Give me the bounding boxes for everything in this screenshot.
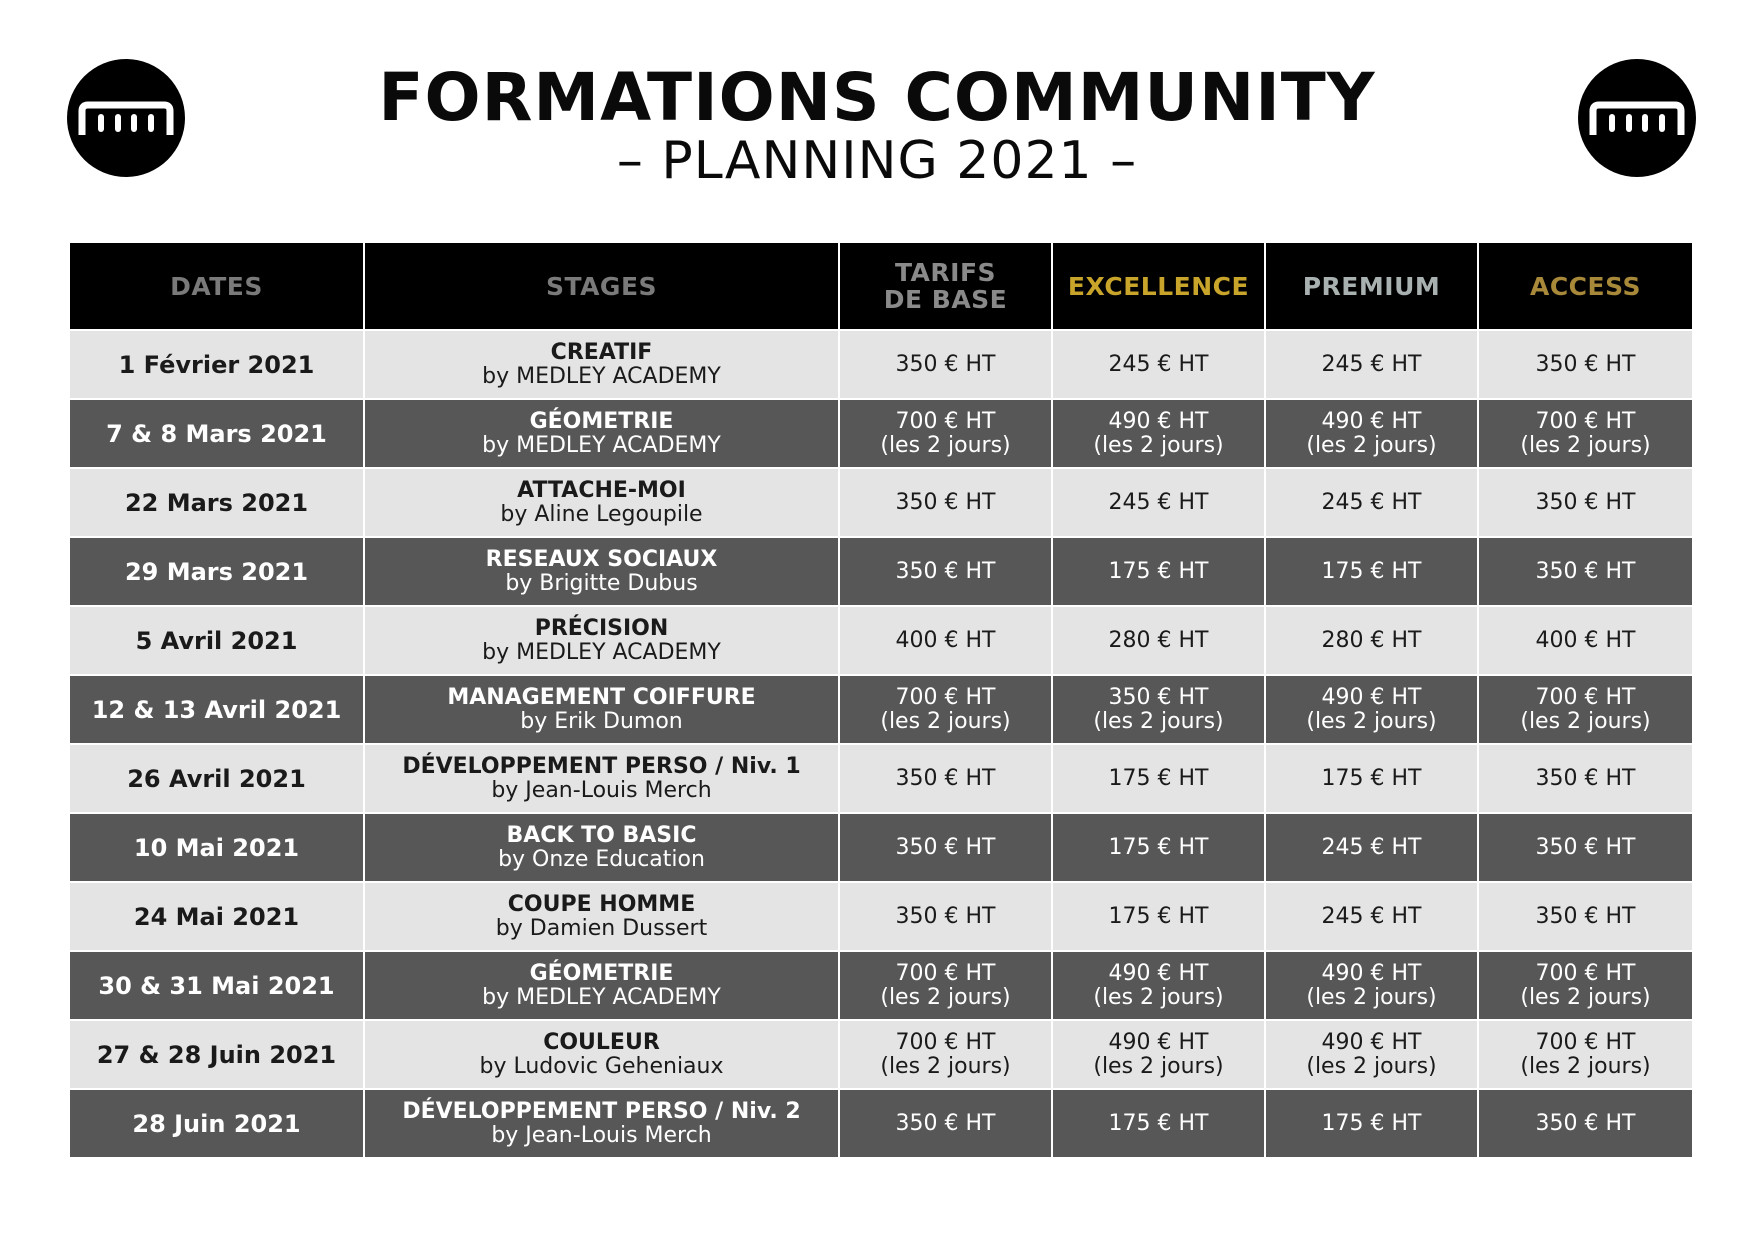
price-text: 700 € HT bbox=[895, 1029, 996, 1055]
stage-trainer: by Onze Education bbox=[498, 846, 705, 872]
stage-cell bbox=[364, 468, 839, 537]
table-row bbox=[69, 882, 1693, 951]
stage-name: COUPE HOMME bbox=[507, 891, 696, 917]
stage-cell bbox=[364, 882, 839, 951]
price-text: (les 2 jours) bbox=[880, 1053, 1011, 1079]
column-header-label: PREMIUM bbox=[1302, 271, 1441, 301]
stage-trainer: by Brigitte Dubus bbox=[505, 570, 698, 596]
price-cell-premium bbox=[1265, 606, 1478, 675]
price-text: 350 € HT bbox=[1535, 351, 1636, 377]
price-text: 700 € HT bbox=[1535, 960, 1636, 986]
price-text: 350 € HT bbox=[895, 558, 996, 584]
table-row bbox=[69, 1020, 1693, 1089]
price-text: 400 € HT bbox=[895, 627, 996, 653]
planning-table bbox=[68, 241, 1694, 1159]
column-header-label: ACCESS bbox=[1529, 271, 1641, 301]
table-row bbox=[69, 675, 1693, 744]
price-cell-access bbox=[1478, 1020, 1693, 1089]
price-cell-excellence bbox=[1052, 1020, 1265, 1089]
stage-name: DÉVELOPPEMENT PERSO / Niv. 1 bbox=[402, 753, 801, 779]
price-text: 350 € HT bbox=[895, 1110, 996, 1136]
price-text: 245 € HT bbox=[1108, 351, 1209, 377]
date-cell: 1 Février 2021 bbox=[69, 330, 364, 399]
stage-name: GÉOMETRIE bbox=[529, 408, 674, 434]
price-cell-excellence bbox=[1052, 744, 1265, 813]
price-text: (les 2 jours) bbox=[880, 708, 1011, 734]
price-cell-excellence bbox=[1052, 468, 1265, 537]
price-text: 350 € HT bbox=[1535, 903, 1636, 929]
date-cell: 5 Avril 2021 bbox=[69, 606, 364, 675]
stage-trainer: by Jean-Louis Merch bbox=[491, 777, 712, 803]
column-header-stages bbox=[364, 242, 839, 330]
price-cell-tarifs-de-base bbox=[839, 399, 1052, 468]
stage-cell bbox=[364, 399, 839, 468]
price-cell-premium bbox=[1265, 744, 1478, 813]
price-text: (les 2 jours) bbox=[1093, 1053, 1224, 1079]
column-header-dates bbox=[69, 242, 364, 330]
price-cell-excellence bbox=[1052, 951, 1265, 1020]
price-text: 175 € HT bbox=[1321, 765, 1422, 791]
stage-trainer: by Aline Legoupile bbox=[500, 501, 703, 527]
stage-cell bbox=[364, 951, 839, 1020]
price-text: 280 € HT bbox=[1321, 627, 1422, 653]
stage-trainer: by Erik Dumon bbox=[520, 708, 683, 734]
price-text: 350 € HT bbox=[895, 489, 996, 515]
date-cell: 12 & 13 Avril 2021 bbox=[69, 675, 364, 744]
stage-cell bbox=[364, 1020, 839, 1089]
stage-trainer: by Ludovic Geheniaux bbox=[479, 1053, 724, 1079]
price-text: 245 € HT bbox=[1321, 834, 1422, 860]
date-cell: 22 Mars 2021 bbox=[69, 468, 364, 537]
stage-name: ATTACHE-MOI bbox=[517, 477, 686, 503]
price-cell-tarifs-de-base bbox=[839, 1089, 1052, 1158]
price-text: (les 2 jours) bbox=[1093, 432, 1224, 458]
price-cell-premium bbox=[1265, 537, 1478, 606]
price-cell-tarifs-de-base bbox=[839, 882, 1052, 951]
table-row bbox=[69, 1089, 1693, 1158]
price-text: 490 € HT bbox=[1108, 1029, 1209, 1055]
date-cell: 24 Mai 2021 bbox=[69, 882, 364, 951]
price-text: 350 € HT bbox=[895, 903, 996, 929]
price-text: 175 € HT bbox=[1108, 834, 1209, 860]
price-cell-premium bbox=[1265, 468, 1478, 537]
price-cell-excellence bbox=[1052, 606, 1265, 675]
price-text: 490 € HT bbox=[1321, 1029, 1422, 1055]
price-text: 490 € HT bbox=[1321, 408, 1422, 434]
stage-cell bbox=[364, 744, 839, 813]
stage-name: RESEAUX SOCIAUX bbox=[485, 546, 718, 572]
column-header-label: EXCELLENCE bbox=[1067, 271, 1250, 301]
price-text: (les 2 jours) bbox=[1520, 1053, 1651, 1079]
price-text: (les 2 jours) bbox=[1093, 984, 1224, 1010]
price-cell-premium bbox=[1265, 675, 1478, 744]
price-text: 350 € HT bbox=[1535, 1110, 1636, 1136]
price-text: 280 € HT bbox=[1108, 627, 1209, 653]
date-cell: 29 Mars 2021 bbox=[69, 537, 364, 606]
price-text: 350 € HT bbox=[895, 834, 996, 860]
price-text: 490 € HT bbox=[1108, 960, 1209, 986]
date-cell: 26 Avril 2021 bbox=[69, 744, 364, 813]
price-cell-tarifs-de-base bbox=[839, 744, 1052, 813]
page-title: FORMATIONS COMMUNITY bbox=[378, 59, 1376, 136]
stage-name: GÉOMETRIE bbox=[529, 960, 674, 986]
price-cell-premium bbox=[1265, 951, 1478, 1020]
price-text: 175 € HT bbox=[1321, 1110, 1422, 1136]
price-cell-premium bbox=[1265, 399, 1478, 468]
price-cell-access bbox=[1478, 882, 1693, 951]
price-text: (les 2 jours) bbox=[1520, 984, 1651, 1010]
column-header-label: DATES bbox=[170, 271, 263, 301]
price-text: 175 € HT bbox=[1108, 558, 1209, 584]
table-row bbox=[69, 537, 1693, 606]
price-cell-tarifs-de-base bbox=[839, 330, 1052, 399]
price-text: 350 € HT bbox=[1535, 489, 1636, 515]
stage-trainer: by MEDLEY ACADEMY bbox=[482, 432, 721, 458]
stage-cell bbox=[364, 330, 839, 399]
column-header-label: STAGES bbox=[545, 271, 658, 301]
price-text: (les 2 jours) bbox=[1306, 432, 1437, 458]
price-text: 490 € HT bbox=[1321, 960, 1422, 986]
price-text: (les 2 jours) bbox=[880, 432, 1011, 458]
price-text: 700 € HT bbox=[895, 408, 996, 434]
date-cell: 7 & 8 Mars 2021 bbox=[69, 399, 364, 468]
table-row bbox=[69, 813, 1693, 882]
price-cell-excellence bbox=[1052, 675, 1265, 744]
price-cell-access bbox=[1478, 399, 1693, 468]
price-cell-access bbox=[1478, 951, 1693, 1020]
price-cell-premium bbox=[1265, 330, 1478, 399]
price-text: 350 € HT bbox=[1535, 834, 1636, 860]
price-cell-premium bbox=[1265, 1020, 1478, 1089]
stage-name: COULEUR bbox=[543, 1029, 660, 1055]
price-text: 490 € HT bbox=[1321, 684, 1422, 710]
price-cell-tarifs-de-base bbox=[839, 1020, 1052, 1089]
date-cell: 27 & 28 Juin 2021 bbox=[69, 1020, 364, 1089]
stage-cell bbox=[364, 675, 839, 744]
price-text: 175 € HT bbox=[1108, 903, 1209, 929]
date-cell: 30 & 31 Mai 2021 bbox=[69, 951, 364, 1020]
stage-name: BACK TO BASIC bbox=[506, 822, 697, 848]
stage-cell bbox=[364, 1089, 839, 1158]
price-cell-excellence bbox=[1052, 882, 1265, 951]
stage-name: MANAGEMENT COIFFURE bbox=[447, 684, 756, 710]
price-text: (les 2 jours) bbox=[1520, 432, 1651, 458]
price-text: 700 € HT bbox=[1535, 684, 1636, 710]
table-row bbox=[69, 606, 1693, 675]
price-text: 700 € HT bbox=[1535, 408, 1636, 434]
price-text: (les 2 jours) bbox=[1306, 708, 1437, 734]
price-cell-access bbox=[1478, 744, 1693, 813]
price-text: 350 € HT bbox=[1535, 765, 1636, 791]
price-cell-excellence bbox=[1052, 813, 1265, 882]
date-cell: 28 Juin 2021 bbox=[69, 1089, 364, 1158]
price-text: 245 € HT bbox=[1321, 489, 1422, 515]
price-text: 245 € HT bbox=[1321, 903, 1422, 929]
column-header-access bbox=[1478, 242, 1693, 330]
table-row bbox=[69, 744, 1693, 813]
stage-trainer: by MEDLEY ACADEMY bbox=[482, 984, 721, 1010]
price-cell-premium bbox=[1265, 813, 1478, 882]
table-row bbox=[69, 330, 1693, 399]
table-header-row bbox=[69, 242, 1693, 330]
price-text: 350 € HT bbox=[895, 351, 996, 377]
price-cell-tarifs-de-base bbox=[839, 606, 1052, 675]
table-row bbox=[69, 951, 1693, 1020]
stage-cell bbox=[364, 606, 839, 675]
price-cell-tarifs-de-base bbox=[839, 537, 1052, 606]
table-row bbox=[69, 399, 1693, 468]
price-cell-access bbox=[1478, 330, 1693, 399]
stage-name: PRÉCISION bbox=[534, 615, 669, 641]
price-text: 350 € HT bbox=[1108, 684, 1209, 710]
table-body bbox=[69, 330, 1693, 1158]
price-cell-excellence bbox=[1052, 330, 1265, 399]
stage-trainer: by Damien Dussert bbox=[495, 915, 708, 941]
price-text: 350 € HT bbox=[895, 765, 996, 791]
stage-trainer: by Jean-Louis Merch bbox=[491, 1122, 712, 1148]
price-text: 490 € HT bbox=[1108, 408, 1209, 434]
price-cell-access bbox=[1478, 468, 1693, 537]
price-text: 700 € HT bbox=[1535, 1029, 1636, 1055]
price-cell-excellence bbox=[1052, 537, 1265, 606]
price-text: (les 2 jours) bbox=[1093, 708, 1224, 734]
price-cell-premium bbox=[1265, 882, 1478, 951]
price-cell-tarifs-de-base bbox=[839, 813, 1052, 882]
price-cell-access bbox=[1478, 675, 1693, 744]
stage-cell bbox=[364, 813, 839, 882]
price-text: (les 2 jours) bbox=[1306, 1053, 1437, 1079]
price-text: 175 € HT bbox=[1321, 558, 1422, 584]
price-cell-tarifs-de-base bbox=[839, 675, 1052, 744]
price-text: 350 € HT bbox=[1535, 558, 1636, 584]
stage-trainer: by MEDLEY ACADEMY bbox=[482, 639, 721, 665]
column-header-label: TARIFS bbox=[894, 258, 997, 287]
stage-trainer: by MEDLEY ACADEMY bbox=[482, 363, 721, 389]
price-text: (les 2 jours) bbox=[1306, 984, 1437, 1010]
stage-name: DÉVELOPPEMENT PERSO / Niv. 2 bbox=[402, 1098, 801, 1124]
stage-name: CREATIF bbox=[550, 339, 653, 365]
price-text: 175 € HT bbox=[1108, 765, 1209, 791]
price-cell-access bbox=[1478, 606, 1693, 675]
date-cell: 10 Mai 2021 bbox=[69, 813, 364, 882]
page-subtitle: – PLANNING 2021 – bbox=[616, 131, 1138, 191]
table-row bbox=[69, 468, 1693, 537]
price-cell-excellence bbox=[1052, 1089, 1265, 1158]
price-cell-tarifs-de-base bbox=[839, 468, 1052, 537]
column-header-excellence bbox=[1052, 242, 1265, 330]
price-cell-access bbox=[1478, 1089, 1693, 1158]
price-text: 175 € HT bbox=[1108, 1110, 1209, 1136]
stage-cell bbox=[364, 537, 839, 606]
price-cell-access bbox=[1478, 537, 1693, 606]
price-text: (les 2 jours) bbox=[880, 984, 1011, 1010]
price-text: 245 € HT bbox=[1108, 489, 1209, 515]
column-header-tarifs-de-base bbox=[839, 242, 1052, 330]
price-cell-excellence bbox=[1052, 399, 1265, 468]
price-text: 400 € HT bbox=[1535, 627, 1636, 653]
price-text: 700 € HT bbox=[895, 960, 996, 986]
price-cell-premium bbox=[1265, 1089, 1478, 1158]
column-header-premium bbox=[1265, 242, 1478, 330]
price-text: (les 2 jours) bbox=[1520, 708, 1651, 734]
price-text: 700 € HT bbox=[895, 684, 996, 710]
price-cell-tarifs-de-base bbox=[839, 951, 1052, 1020]
price-cell-access bbox=[1478, 813, 1693, 882]
column-header-label: DE BASE bbox=[883, 285, 1008, 314]
price-text: 245 € HT bbox=[1321, 351, 1422, 377]
